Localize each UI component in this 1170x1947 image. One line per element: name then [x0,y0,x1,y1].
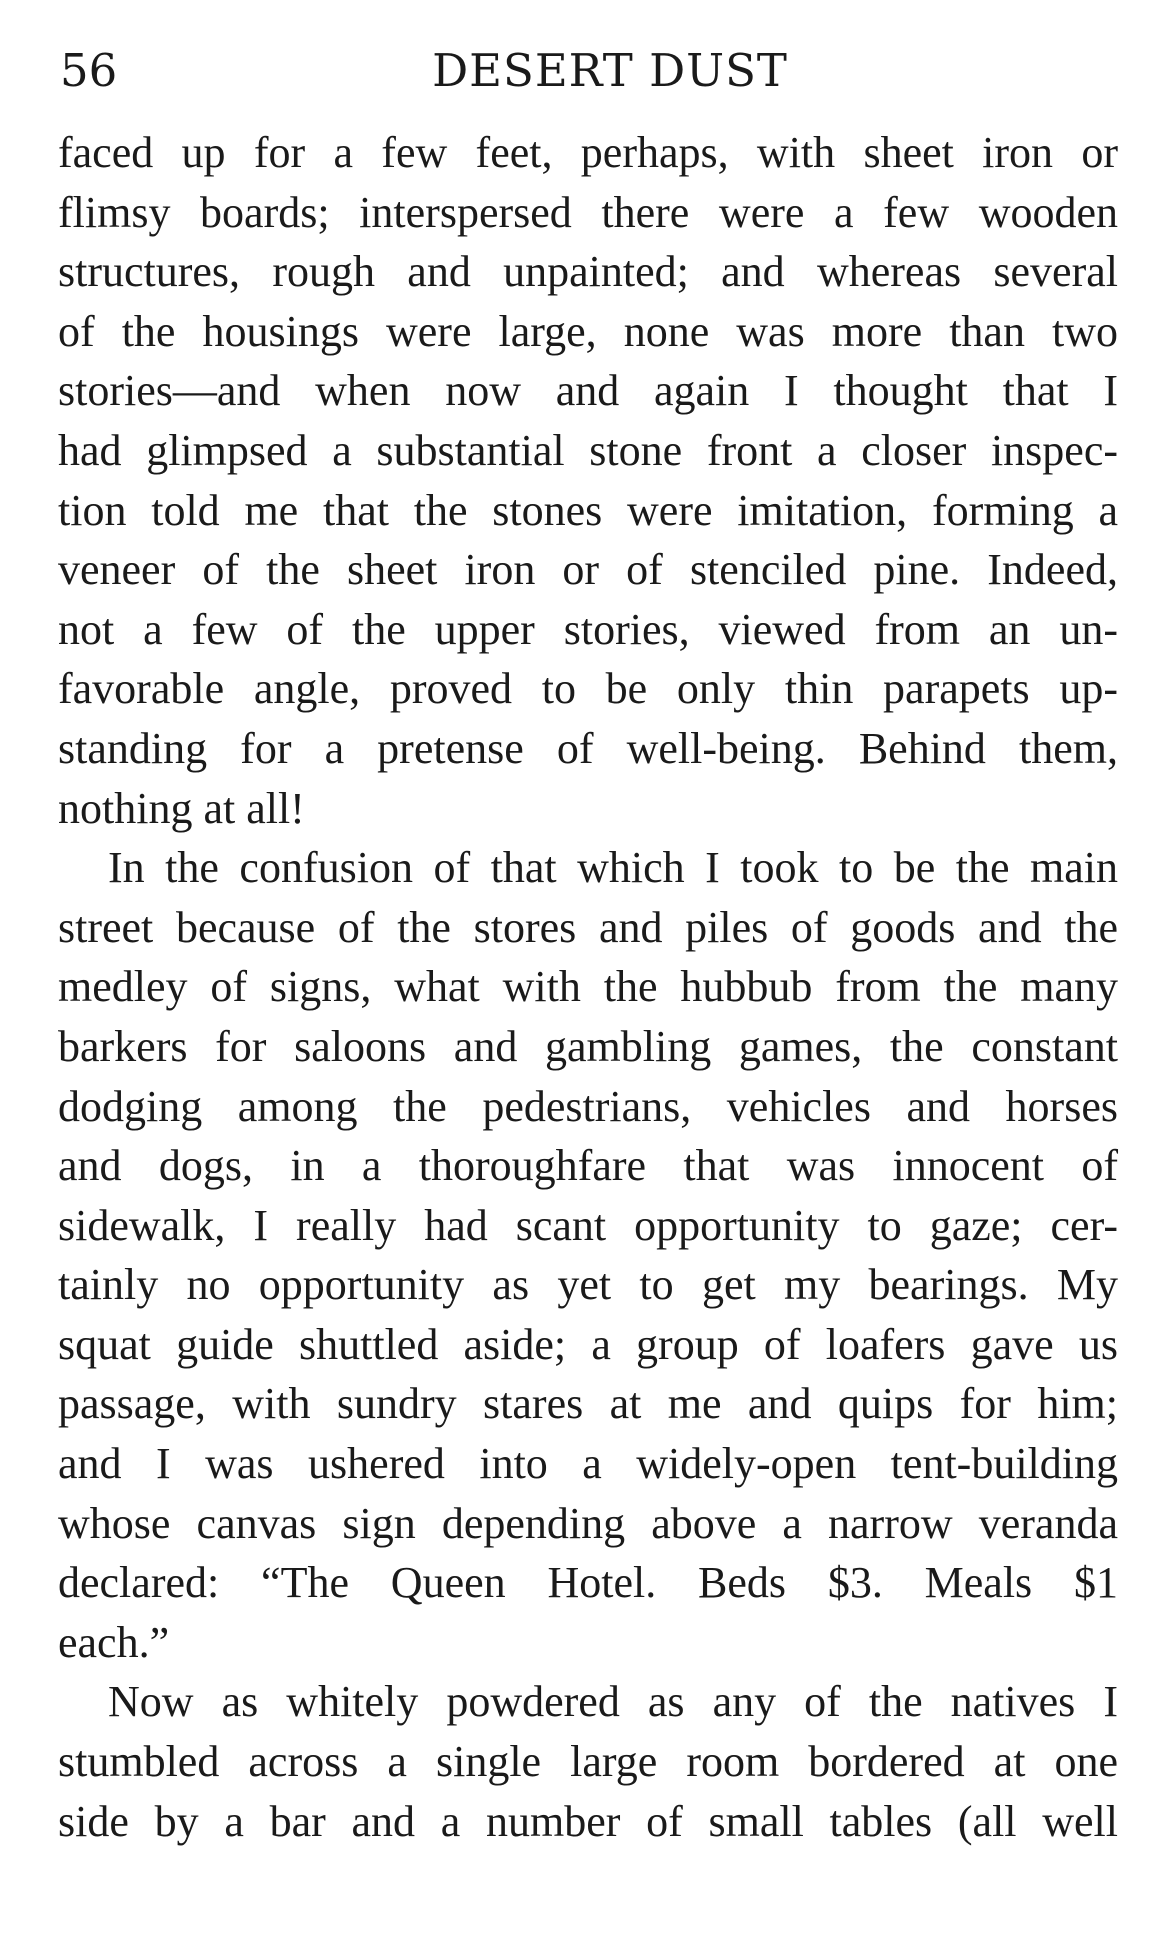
running-title: DESERT DUST [432,44,788,97]
text-line: barkers for saloons and gambling games, the constant [58,1021,1118,1071]
paragraph-3 [58,1672,1118,1851]
text-line: not a few of the upper stories, viewed from an un- [58,604,1118,654]
body-text [58,123,1118,1851]
text-line: medley of signs, what with the hubbub from the many [58,962,1118,1012]
text-line: squat guide shuttled aside; a group of loafers gave us [58,1319,1118,1369]
text-line: passage, with sundry stares at me and quips for him; [58,1379,1118,1429]
text-line: sidewalk, I really had scant opportunity to gaze; cer- [58,1200,1118,1250]
text-line: stumbled across a single large room bordered at one [58,1737,1118,1787]
text-line: veneer of the sheet iron or of stenciled pine. Indeed, [58,545,1118,595]
text-line: stories—and when now and again I thought that I [58,366,1118,416]
text-line: and dogs, in a thoroughfare that was innocent of [58,1141,1118,1191]
text-line: structures, rough and unpainted; and whereas several [58,247,1118,297]
text-line: favorable angle, proved to be only thin parapets up- [58,664,1118,714]
text-line: standing for a pretense of well-being. Behind them, [58,723,1118,773]
text-line: whose canvas sign depending above a narrow veranda [58,1498,1118,1548]
page-number: 56 [60,44,118,97]
text-line: street because of the stores and piles of goods and the [58,902,1118,952]
paragraph-2 [58,838,1118,1672]
text-line: Now as whitely powdered as any of the natives I [108,1677,1118,1727]
text-line: dodging among the pedestrians, vehicles and horses [58,1081,1118,1131]
text-line: side by a bar and a number of small tables (all well [58,1796,1118,1846]
text-line: flimsy boards; interspersed there were a few wooden [58,187,1118,237]
text-line: tainly no opportunity as yet to get my bearings. My [58,1260,1118,1310]
text-line: tion told me that the stones were imitation, forming a [58,485,1118,535]
paragraph-1 [58,123,1118,838]
text-line: each.” [58,1617,170,1667]
text-line: In the confusion of that which I took to be the main [108,843,1118,893]
text-line: faced up for a few feet, perhaps, with sheet iron or [58,128,1118,177]
text-line: of the housings were large, none was more than two [58,306,1118,356]
text-line: and I was ushered into a widely-open tent-building [58,1439,1118,1489]
text-line: had glimpsed a substantial stone front a closer inspec- [58,425,1118,475]
text-line: declared: “The Queen Hotel. Beds $3. Meals $1 [58,1558,1118,1608]
text-line: nothing at all! [58,783,305,833]
